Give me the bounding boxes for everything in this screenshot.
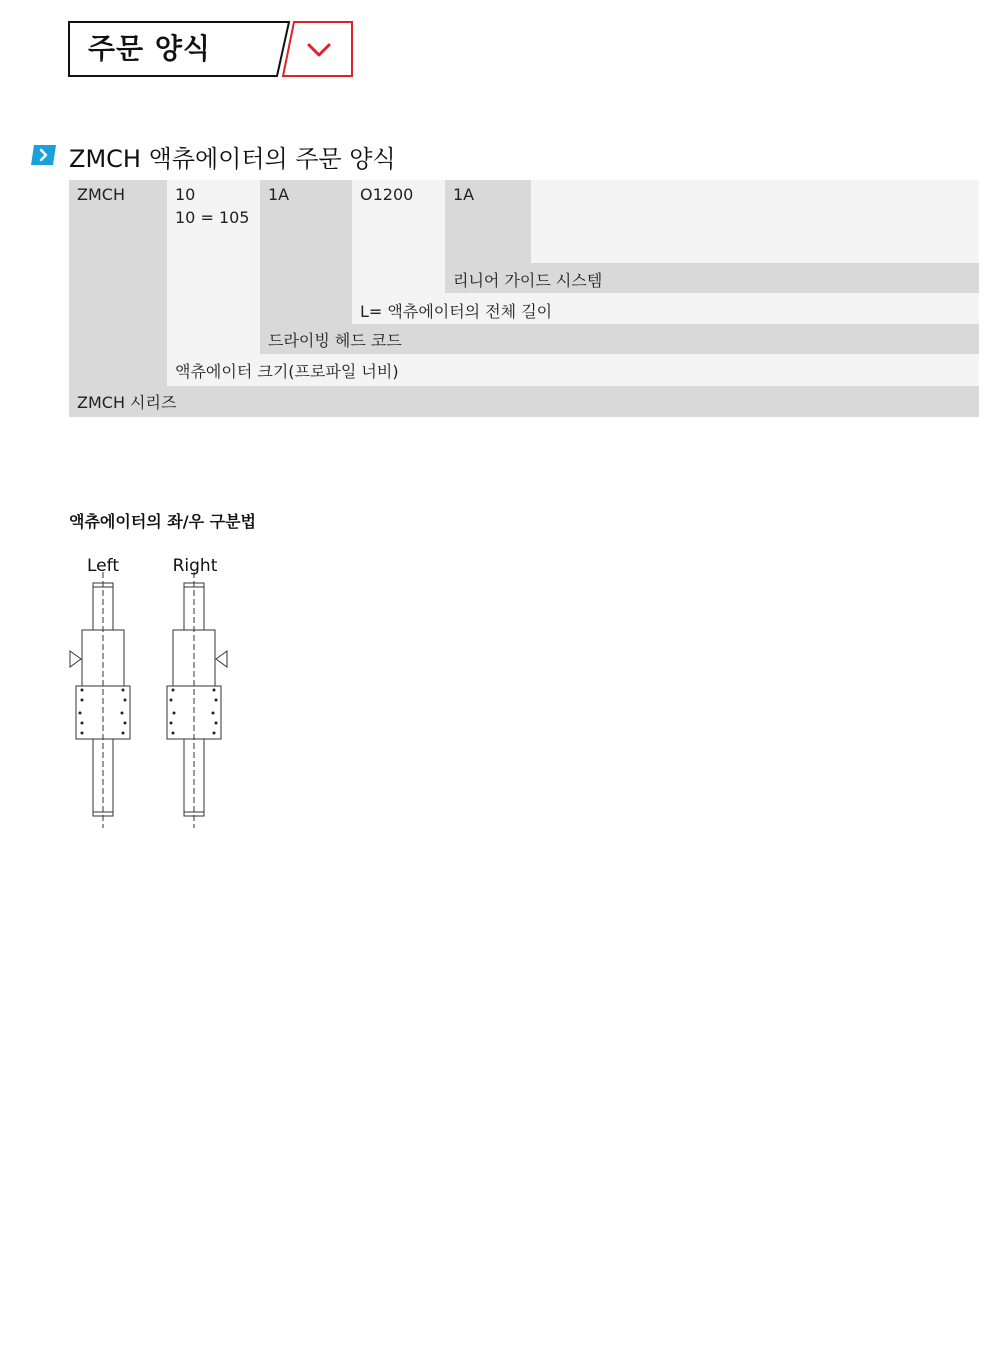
page-title: 주문 양식 [88,32,211,65]
desc-series: ZMCH 시리즈 [77,393,177,412]
expand-button[interactable] [280,21,353,77]
right-label: Right [172,556,218,576]
section-title: ZMCH 액츄에이터의 주문 양식 [69,145,396,173]
code-size-range: 10 = 105 [175,208,250,227]
left-right-diagram [60,550,240,835]
desc-size: 액츄에이터 크기(프로파일 너비) [175,362,399,381]
series-cell [69,180,167,417]
empty-cell [531,180,979,263]
right-triangle-marker [216,651,227,667]
left-actuator [70,572,130,828]
diagram-title: 액츄에이터의 좌/우 구분법 [69,512,257,531]
series-desc-row [69,386,979,417]
code-drive-head: 1A [268,185,290,204]
right-actuator [167,572,227,828]
desc-drive-head: 드라이빙 헤드 코드 [268,331,402,350]
desc-guide: 리니어 가이드 시스템 [453,271,603,290]
chevron-right-icon [31,145,56,165]
left-label: Left [87,556,119,576]
desc-length: L= 액츄에이터의 전체 길이 [360,302,553,321]
section-tab [68,21,290,76]
size-cell [167,180,260,354]
code-size: 10 [175,185,196,204]
code-series: ZMCH [77,185,125,204]
left-triangle-marker [70,651,81,667]
code-guide: 1A [453,185,475,204]
code-length: O1200 [360,185,414,204]
